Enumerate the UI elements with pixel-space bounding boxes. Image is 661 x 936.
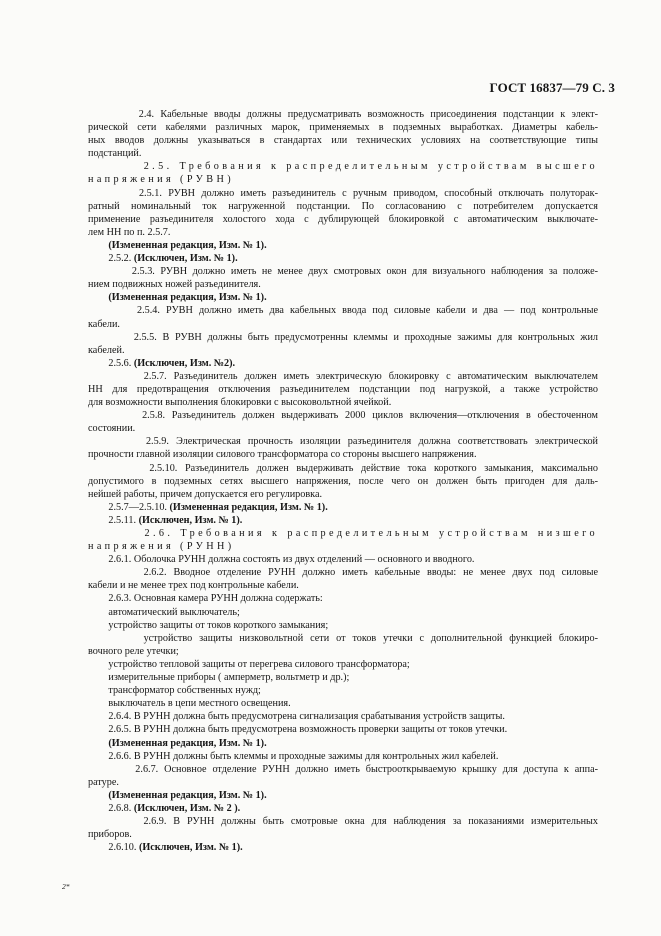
paragraph: [88, 108, 598, 160]
amendment-note: (Исключен, Изм. № 1).: [138, 514, 243, 526]
text-line: 2.6.9. В РУНН должны быть смотровые окна для наблюдения за показаниями измерительных: [88, 816, 598, 828]
text-line: кабели и не менее трех под контрольные кабели.: [88, 580, 299, 592]
text-line: подстанций.: [88, 148, 142, 160]
paragraph: [88, 658, 598, 671]
text-line: 2.6.7. Основное отделение РУНН должно иметь быстрооткрываемую крышку для доступа к аппа-: [88, 763, 599, 775]
text-line: напряжения (РУНН): [88, 541, 235, 553]
paragraph: [88, 239, 598, 252]
text-line: 2.5.7. Разъединитель должен иметь электрическую блокировку с автоматическим выключателем: [88, 370, 598, 382]
text-line: приборов.: [88, 829, 132, 841]
paragraph: [88, 723, 598, 736]
paragraph: [88, 331, 598, 357]
clause-number: 2.5.11.: [88, 514, 139, 526]
paragraph: [88, 514, 598, 527]
text-line: кабелей.: [88, 344, 125, 356]
text-line: ных вводов должны указываться в стандартах или технических условиях на соответствующие типы: [88, 135, 598, 147]
text-line: для возможности выполнения блокировки с высоковольтной ячейкой.: [88, 397, 392, 409]
text-line: 2.4. Кабельные вводы должны предусматривать возможность присоединения подстанции к элект-: [88, 109, 598, 120]
text-line: 2.5.3. РУВН должно иметь не менее двух смотровых окон для визуального наблюдения за положе-: [88, 266, 599, 278]
page-footer-mark: 2*: [62, 882, 70, 891]
amendment-note: (Исключен, Изм. № 2 ).: [133, 802, 241, 814]
text-line: [88, 357, 598, 370]
amendment-note: (Измененная редакция, Изм. № 1).: [169, 501, 328, 513]
paragraph: [88, 370, 598, 409]
paragraph: [88, 527, 598, 553]
clause-number: 2.6.10.: [88, 842, 139, 854]
text-line: кабели.: [88, 318, 120, 330]
paragraph: [88, 187, 598, 239]
clause-number: 2.5.2.: [88, 253, 134, 265]
clause-number: 2.6.8.: [88, 802, 134, 814]
paragraph: [88, 566, 598, 592]
paragraph: [88, 160, 598, 186]
text-line: (Измененная редакция, Изм. № 1).: [88, 239, 267, 251]
text-line: устройство тепловой защиты от перегрева силового трансформатора;: [88, 658, 410, 670]
text-line: лем НН по п. 2.5.7.: [88, 226, 171, 238]
text-line: 2.5.8. Разъединитель должен выдерживать 2000 циклов включения—отключения в обесточенном: [88, 410, 598, 422]
paragraph: [88, 802, 598, 815]
text-line: 2.6.3. Основная камера РУНН должна содержать:: [88, 593, 323, 605]
text-line: 2.5. Требования к распределительным устройствам высшего: [88, 161, 599, 173]
paragraph: [88, 435, 598, 461]
paragraph: [88, 684, 598, 697]
page-header: ГОСТ 16837—79 С. 3: [489, 80, 615, 95]
paragraph: [88, 671, 598, 684]
paragraph: [88, 750, 598, 763]
paragraph: [88, 697, 598, 710]
text-line: 2.6.4. В РУНН должна быть предусмотрена сигнализация срабатывания устройств защиты.: [88, 711, 505, 723]
text-line: (Измененная редакция, Изм. № 1).: [88, 789, 267, 801]
amendment-note: (Исключен, Изм. № 1).: [138, 842, 243, 854]
text-line: устройство защиты от токов короткого замыкания;: [88, 619, 329, 631]
paragraph: [88, 409, 598, 435]
text-line: [88, 252, 598, 265]
paragraph: [88, 462, 598, 501]
text-line: 2.5.1. РУВН должно иметь разъединитель с ручным приводом, способный отключать полуторак-: [88, 187, 599, 199]
text-line: (Измененная редакция, Изм. № 1).: [88, 292, 267, 304]
text-line: ратный номинальный ток нагруженной подстанции. По согласованию с потребителем допускается: [88, 200, 598, 212]
text-line: ратуре.: [88, 776, 119, 788]
text-line: (Измененная редакция, Изм. № 1).: [88, 737, 267, 749]
text-line: 2.5.5. В РУВН должны быть предусмотренны клеммы и проходные зажимы для контрольных жил: [88, 331, 599, 343]
paragraph: [88, 501, 598, 514]
paragraph: [88, 815, 598, 841]
paragraph: [88, 841, 598, 854]
text-line: прочности главной изоляции силового трансформатора со стороны высшего напряжения.: [88, 449, 477, 461]
text-line: допустимого в подземных сетях высшего напряжения, после чего он должен быть пригоден для даль-: [88, 475, 598, 487]
text-line: 2.6.6. В РУНН должны быть клеммы и проходные зажимы для контрольных жил кабелей.: [88, 750, 499, 762]
paragraph: [88, 763, 598, 789]
text-line: [88, 802, 598, 815]
paragraph: [88, 357, 598, 370]
paragraph: [88, 789, 598, 802]
paragraph: [88, 619, 598, 632]
paragraph: [88, 553, 598, 566]
text-line: 2.6.1. Оболочка РУНН должна состоять из двух отделений — основного и вводного.: [88, 554, 475, 566]
text-line: измерительные приборы ( амперметр, вольтметр и др.);: [88, 672, 350, 684]
text-line: применение разъединителя холостого хода с дублирующей блокировкой с автоматическим выключате-: [88, 213, 598, 225]
text-line: напряжения (РУВН): [88, 174, 234, 186]
text-line: [88, 501, 598, 514]
text-line: состоянии.: [88, 423, 136, 435]
paragraph: [88, 737, 598, 750]
document-body: [88, 108, 598, 854]
paragraph: [88, 606, 598, 619]
paragraph: [88, 710, 598, 723]
text-line: устройство защиты низковольтной сети от токов утечки с дополнительной функцией блокиро-: [88, 632, 599, 644]
text-line: рической сети кабелями различных марок, применяемых в подземных выработках. Диаметры кабель-: [88, 122, 598, 134]
text-line: трансформатор собственных нужд;: [88, 685, 261, 697]
amendment-note: (Исключен, Изм. №2).: [133, 357, 236, 369]
paragraph: [88, 291, 598, 304]
text-line: 2.6.5. В РУНН должна быть предусмотрена возможность проверки защиты от токов утечки.: [88, 724, 508, 736]
paragraph: [88, 265, 598, 291]
text-line: 2.6.2. Вводное отделение РУНН должно иметь кабельные вводы: не менее двух под силовые: [88, 567, 598, 579]
text-line: 2.5.4. РУВН должно иметь два кабельных ввода под силовые кабели и два — под контрольные: [88, 305, 598, 317]
text-line: 2.5.10. Разъединитель должен выдерживать действие тока короткого замыкания, максимально: [88, 462, 598, 474]
text-line: [88, 841, 598, 854]
text-line: нейшей работы, причем допускается его регулировка.: [88, 488, 323, 500]
text-line: НН для предотвращения отключения разъединителем подстанции под нагрузкой, а также устройство: [88, 383, 598, 395]
clause-number: 2.5.6.: [88, 357, 134, 369]
text-line: нием подвижных ножей разъединителя.: [88, 279, 261, 291]
clause-number: 2.5.7—2.5.10.: [88, 501, 170, 513]
amendment-note: (Исключен, Изм. № 1).: [133, 253, 238, 265]
text-line: 2.5.9. Электрическая прочность изоляции разъединителя должна соответствовать электрической: [88, 436, 599, 448]
text-line: автоматический выключатель;: [88, 606, 240, 618]
text-line: 2.6. Требования к распределительным устройствам низшего: [88, 528, 598, 539]
paragraph: [88, 252, 598, 265]
text-line: вочного реле утечки;: [88, 645, 179, 657]
text-line: [88, 514, 598, 527]
text-line: выключатель в цепи местного освещения.: [88, 698, 291, 710]
paragraph: [88, 632, 598, 658]
paragraph: [88, 592, 598, 605]
paragraph: [88, 304, 598, 330]
